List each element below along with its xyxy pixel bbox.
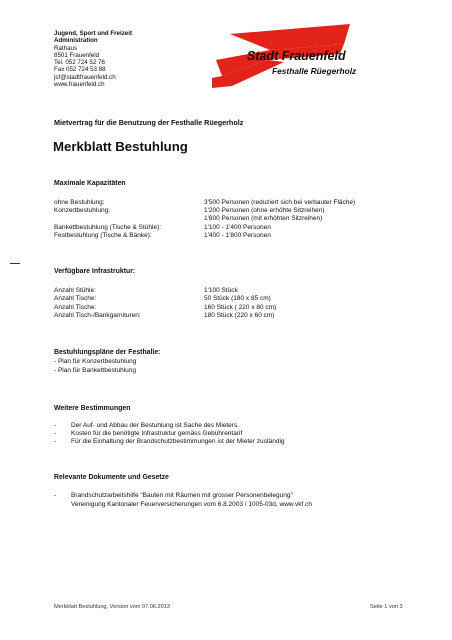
capacity-value: 1'100 - 1'400 Personen xyxy=(204,224,271,231)
plans-heading: Bestuhlungspläne der Festhalle: xyxy=(54,349,161,356)
plan-item: - Plan für Bankettbestuhlung xyxy=(54,367,137,374)
further-item: Kosten für die benötigte Infrastruktur gemäss Gebührentarif xyxy=(71,430,243,437)
infrastructure-value: 50 Stück (180 x 85 cm) xyxy=(204,295,271,302)
further-item: Der Auf- und Abbau der Bestuhlung ist Sache des Mieters. xyxy=(71,422,240,429)
sender-address xyxy=(54,30,132,88)
plan-item: - Plan für Konzertbestuhlung xyxy=(54,358,137,365)
capacity-label: Bankettbestuhlung (Tische & Stühle): xyxy=(54,224,162,231)
address-fax: Fax 052 724 53 88 xyxy=(54,66,106,74)
capacity-label: Konzertbestuhlung: xyxy=(54,207,111,214)
capacity-value: 1'400 - 1'800 Personen xyxy=(204,232,271,239)
address-administration: Administration xyxy=(54,37,98,45)
further-item: Für die Einhaltung der Brandschutzbestimmungen ist der Mieter zuständig xyxy=(71,438,285,445)
further-heading: Weitere Bestimmungen xyxy=(54,405,131,412)
logo-name: Stadt Frauenfeld xyxy=(247,49,346,63)
capacity-label: Festbestuhlung (Tische & Bänke): xyxy=(54,232,152,239)
fold-mark xyxy=(10,263,20,264)
infrastructure-value: 180 Stück (220 x 60 cm) xyxy=(204,312,275,319)
infrastructure-label: Anzahl Tische: xyxy=(54,304,97,311)
address-email: jsf@stadtfrauenfeld.ch xyxy=(54,73,116,81)
document-subtitle: Mietvertrag für die Benutzung der Festhalle Rüegerholz xyxy=(54,118,244,127)
bullet-dash: - xyxy=(54,430,57,437)
infrastructure-value: 1'100 Stück xyxy=(204,287,238,294)
capacity-value: 3'500 Personen (reduziert sich bei verbauter Fläche) xyxy=(204,199,356,206)
address-city: 8501 Frauenfeld xyxy=(54,51,100,59)
infrastructure-heading: Verfügbare Infrastruktur: xyxy=(54,268,136,275)
infrastructure-label: Anzahl Stühle: xyxy=(54,287,96,294)
documents-line: Brandschutzarbeitshilfe "Bauten mit Räumen mit grosser Personenbelegung" xyxy=(71,492,293,499)
footer-version: Merkblatt Bestuhlung, Version vom 07.06.2013 xyxy=(54,604,170,610)
capacity-value: 1'200 Personen (ohne erhöhte Sitzreihen) xyxy=(204,207,325,214)
capacity-heading: Maximale Kapazitäten xyxy=(54,180,126,187)
address-phone: Tel. 052 724 52 76 xyxy=(54,59,105,67)
documents-line: Vereinigung Kantonaler Feuerversicherungen vom 6.8.2003 / 1005-03d, www.vkf.ch xyxy=(71,501,313,508)
infrastructure-value: 160 Stück ( 220 x 80 cm) xyxy=(204,304,277,311)
capacity-label: ohne Bestuhlung: xyxy=(54,199,105,206)
bullet-dash: - xyxy=(54,422,57,429)
bullet-dash: - xyxy=(54,438,57,445)
logo-subname: Festhalle Rüegerholz xyxy=(272,66,357,76)
infrastructure-label: Anzahl Tische: xyxy=(54,295,97,302)
bullet-dash: - xyxy=(54,492,57,499)
capacity-value: 1'600 Personen (mit erhöhten Sitzreihen) xyxy=(204,215,323,222)
address-website: www.frauenfeld.ch xyxy=(54,81,105,89)
page-title: Merkblatt Bestuhlung xyxy=(53,139,188,154)
address-department: Jugend, Sport und Freizeit xyxy=(54,30,133,37)
footer-page-number: Seite 1 von 3 xyxy=(370,604,403,610)
infrastructure-label: Anzahl Tisch-/Bankgarnituren: xyxy=(54,312,141,319)
documents-heading: Relevante Dokumente und Gesetze xyxy=(54,474,169,481)
address-building: Rathaus xyxy=(54,44,78,52)
